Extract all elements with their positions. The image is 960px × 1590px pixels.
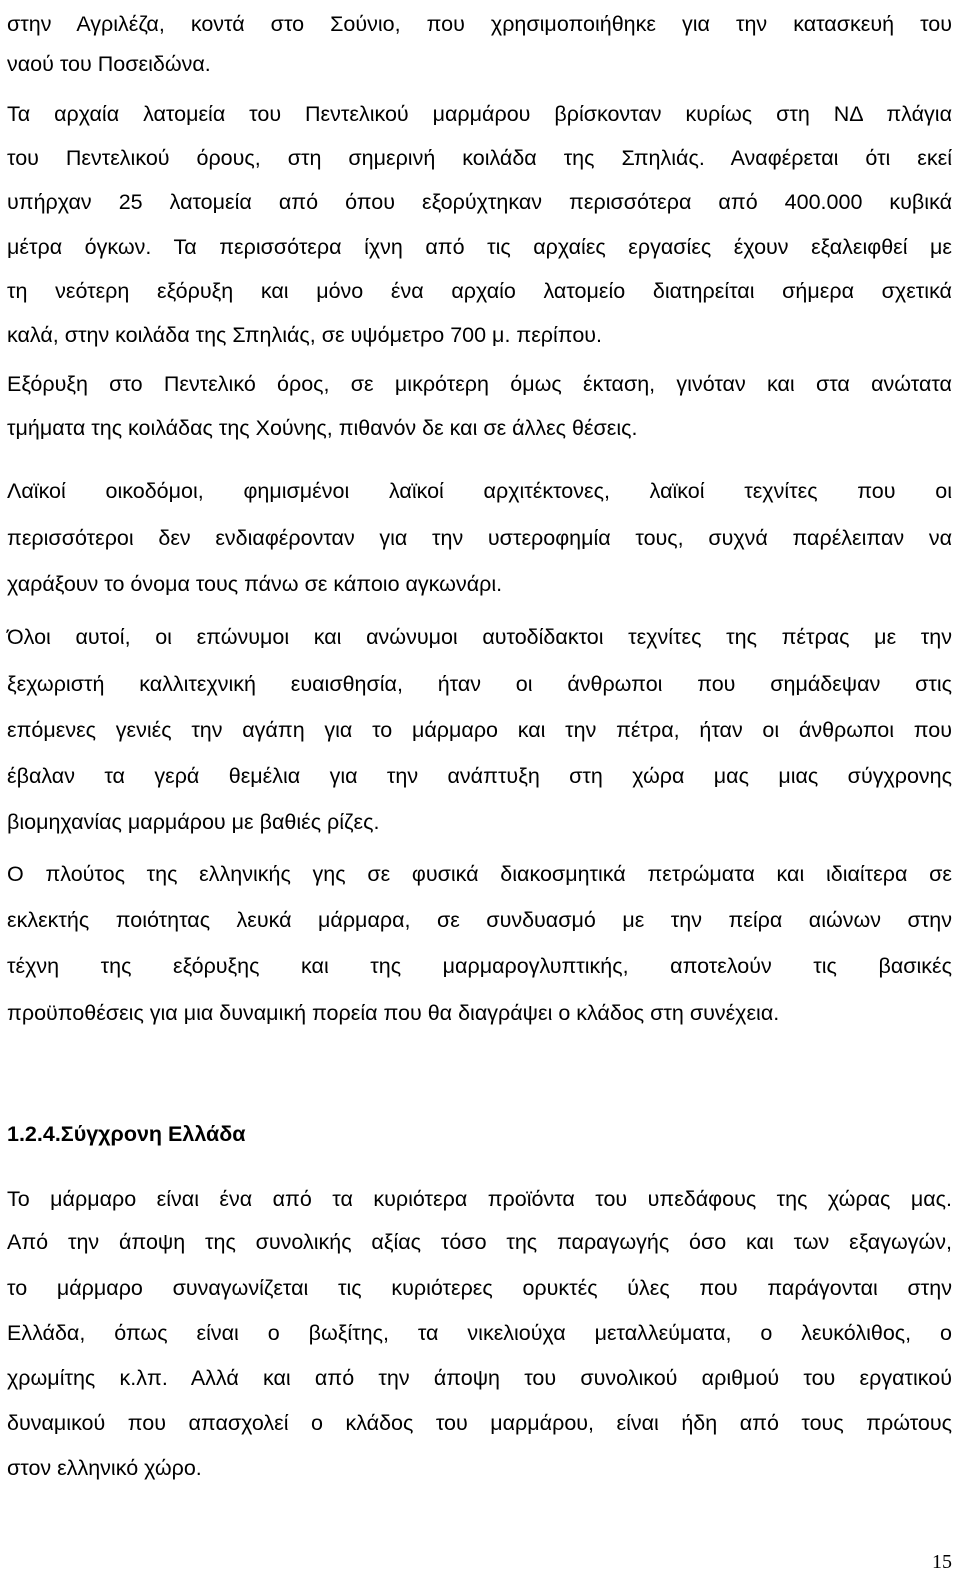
text-line: Ελλάδα, όπως είναι ο βωξίτης, τα νικελιούχα μεταλλεύματα, ο λευκόλιθος, ο: [7, 1321, 952, 1345]
text-line: Όλοι αυτοί, οι επώνυμοι και ανώνυμοι αυτοδίδακτοι τεχνίτες της πέτρας με την: [7, 625, 952, 649]
text-line: μέτρα όγκων. Τα περισσότερα ίχνη από τις αρχαίες εργασίες έχουν εξαλειφθεί με: [7, 235, 952, 259]
text-line: ναού του Ποσειδώνα.: [7, 52, 211, 76]
text-line: Ο πλούτος της ελληνικής γης σε φυσικά διακοσμητικά πετρώματα και ιδιαίτερα σε: [7, 862, 952, 886]
text-line: χρωμίτης κ.λπ. Αλλά και από την άποψη του συνολικού αριθμού του εργατικού: [7, 1366, 952, 1390]
text-line: Εξόρυξη στο Πεντελικό όρος, σε μικρότερη όμως έκταση, γινόταν και στα ανώτατα: [7, 372, 952, 396]
text-line: προϋποθέσεις για μια δυναμική πορεία που θα διαγράψει ο κλάδος στη συνέχεια.: [7, 1001, 780, 1025]
text-line: το μάρμαρο συναγωνίζεται τις κυριότερες ορυκτές ύλες που παράγονται στην: [7, 1276, 952, 1300]
text-line: καλά, στην κοιλάδα της Σπηλιάς, σε υψόμετρο 700 μ. περίπου.: [7, 323, 603, 347]
text-line: υπήρχαν 25 λατομεία από όπου εξορύχτηκαν περισσότερα από 400.000 κυβικά: [7, 190, 952, 214]
text-line: Από την άποψη της συνολικής αξίας τόσο της παραγωγής όσο και των εξαγωγών,: [7, 1230, 952, 1254]
text-line: τμήματα της κοιλάδας της Χούνης, πιθανόν δε και σε άλλες θέσεις.: [7, 416, 638, 440]
text-line: Λαϊκοί οικοδόμοι, φημισμένοι λαϊκοί αρχιτέκτονες, λαϊκοί τεχνίτες που οι: [7, 479, 952, 503]
section-heading: 1.2.4.Σύγχρονη Ελλάδα: [7, 1122, 246, 1146]
text-line: εκλεκτής ποιότητας λευκά μάρμαρα, σε συνδυασμό με την πείρα αιώνων στην: [7, 908, 952, 932]
text-line: Το μάρμαρο είναι ένα από τα κυριότερα προϊόντα του υπεδάφους της χώρας μας.: [7, 1187, 952, 1211]
text-line: ξεχωριστή καλλιτεχνική ευαισθησία, ήταν οι άνθρωποι που σημάδεψαν στις: [7, 672, 952, 696]
text-line: του Πεντελικού όρους, στη σημερινή κοιλάδα της Σπηλιάς. Αναφέρεται ότι εκεί: [7, 146, 952, 170]
text-line: τέχνη της εξόρυξης και της μαρμαρογλυπτικής, αποτελούν τις βασικές: [7, 954, 952, 978]
text-line: Τα αρχαία λατομεία του Πεντελικού μαρμάρου βρίσκονταν κυρίως στη ΝΔ πλάγια: [7, 102, 952, 126]
text-line: περισσότεροι δεν ενδιαφέρονταν για την υστεροφημία τους, συχνά παρέλειπαν να: [7, 526, 952, 550]
text-line: στον ελληνικό χώρο.: [7, 1456, 202, 1480]
text-line: στην Αγριλέζα, κοντά στο Σούνιο, που χρησιμοποιήθηκε για την κατασκευή του: [7, 12, 952, 36]
page-number: 15: [932, 1551, 952, 1573]
text-line: βιομηχανίας μαρμάρου με βαθιές ρίζες.: [7, 810, 380, 834]
text-line: έβαλαν τα γερά θεμέλια για την ανάπτυξη στη χώρα μας μιας σύγχρονης: [7, 764, 952, 788]
text-line: χαράξουν το όνομα τους πάνω σε κάποιο αγκωνάρι.: [7, 572, 503, 596]
text-line: δυναμικού που απασχολεί ο κλάδος του μαρμάρου, είναι ήδη από τους πρώτους: [7, 1411, 952, 1435]
text-line: επόμενες γενιές την αγάπη για το μάρμαρο και την πέτρα, ήταν οι άνθρωποι που: [7, 718, 952, 742]
text-line: τη νεότερη εξόρυξη και μόνο ένα αρχαίο λατομείο διατηρείται σήμερα σχετικά: [7, 279, 952, 303]
